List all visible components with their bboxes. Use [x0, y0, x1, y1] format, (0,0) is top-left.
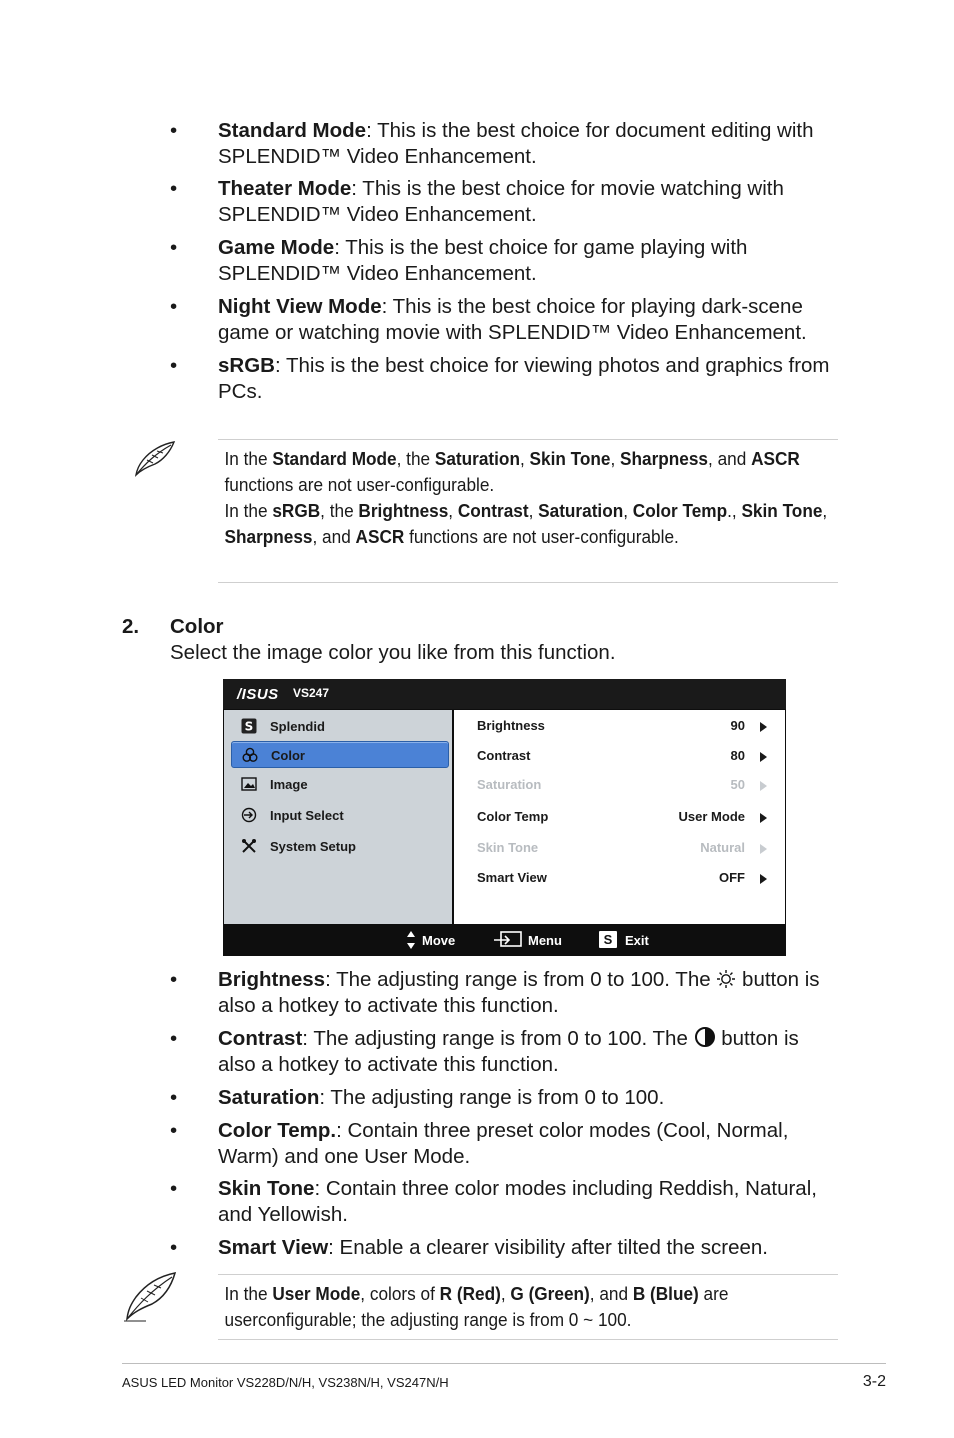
mode-description: : This is the best choice for movie watching with SPLENDID™ Video Enhancement.	[218, 177, 784, 226]
option-brightness[interactable]	[477, 718, 767, 738]
option-value: Natural	[700, 840, 745, 855]
note-text: ,	[528, 500, 539, 521]
note-term: Standard Mode	[272, 448, 397, 469]
arrow-right-icon	[760, 874, 767, 884]
menu-item-color[interactable]	[231, 741, 449, 768]
system-setup-icon	[241, 838, 257, 854]
note-term: Skin Tone	[529, 448, 611, 469]
note-box-modes	[218, 439, 838, 583]
mode-description: : This is the best choice for game playing with SPLENDID™ Video Enhancement.	[218, 236, 748, 285]
option-label: Color Temp	[477, 809, 549, 824]
note-text: ,	[822, 500, 828, 521]
note-text: functions are not user-configurable.	[224, 474, 495, 495]
item-description: : The adjusting range is from 0 to 100. The	[325, 968, 717, 991]
menu-label: Color	[271, 748, 305, 763]
note-term: Brightness	[358, 500, 449, 521]
osd-footer	[223, 925, 786, 956]
option-saturation	[477, 777, 767, 797]
note-text: are userconfigurable; the adjusting range is from 0 ~ 100.	[224, 1283, 729, 1330]
color-item-color-temp	[170, 1118, 840, 1170]
color-item-saturation	[170, 1085, 840, 1111]
mode-term: Standard Mode	[218, 119, 367, 142]
osd-model-name: VS247	[293, 686, 330, 700]
item-term: Color Temp.	[218, 1119, 337, 1142]
splendid-mode-list	[170, 118, 840, 405]
arrow-right-icon	[760, 781, 767, 791]
osd-submenu	[454, 710, 785, 924]
asus-logo: /ISUS	[237, 686, 279, 703]
menu-item-splendid[interactable]	[231, 713, 447, 739]
menu-label: Input Select	[270, 808, 344, 823]
footer-product-name: ASUS LED Monitor VS228D/N/H, VS238N/H, VS247N/H	[122, 1375, 449, 1390]
svg-text:S: S	[244, 719, 254, 734]
footer-move-label: Move	[422, 933, 456, 948]
color-item-contrast	[170, 1026, 840, 1078]
note-text: In the	[224, 500, 273, 521]
note-term: Saturation	[538, 500, 624, 521]
item-term: Contrast	[218, 1027, 303, 1050]
item-term: Smart View	[218, 1236, 329, 1259]
color-palette-icon	[242, 747, 258, 763]
option-label: Contrast	[477, 748, 531, 763]
arrow-right-icon	[760, 722, 767, 732]
option-value: User Mode	[678, 809, 745, 824]
contrast-icon	[694, 1026, 716, 1048]
footer-menu-label: Menu	[528, 933, 562, 948]
note-term: G (Green)	[510, 1283, 590, 1304]
section-title: Color	[170, 615, 224, 638]
menu-item-input-select[interactable]	[231, 802, 447, 828]
splendid-s-icon	[241, 718, 257, 734]
mode-term: Game Mode	[218, 236, 335, 259]
note-box-user-mode	[218, 1274, 838, 1340]
option-value: 80	[730, 748, 745, 763]
mode-description: : This is the best choice for playing dark-scene game or watching movie with SPLENDID™ Video Enhancement.	[218, 295, 807, 344]
mode-item-game	[170, 235, 840, 287]
option-value: 90	[730, 718, 745, 733]
up-down-arrows-icon	[406, 930, 416, 950]
exit-s-key-icon: S	[599, 931, 617, 948]
osd-header	[223, 679, 786, 709]
option-value: OFF	[719, 870, 745, 885]
color-function-list	[170, 967, 840, 1261]
note-text: , and	[312, 526, 356, 547]
section-number: 2.	[122, 615, 140, 638]
item-description: button is also a hotkey to activate this function.	[218, 1027, 799, 1076]
option-label: Smart View	[477, 870, 547, 885]
note-text: , and	[708, 448, 752, 469]
menu-label: System Setup	[270, 839, 356, 854]
note-term: Color Temp	[632, 500, 728, 521]
note-term: Sharpness	[224, 526, 313, 547]
item-description: : Contain three color modes including Reddish, Natural, and Yellowish.	[218, 1177, 817, 1226]
note-term: ASCR	[751, 448, 800, 469]
item-description: : Enable a clearer visibility after tilted the screen.	[328, 1236, 768, 1259]
note-text: , the	[320, 500, 359, 521]
note-text: ,	[448, 500, 458, 521]
note-feather-icon	[122, 1271, 178, 1323]
menu-item-image[interactable]	[231, 771, 447, 797]
note-text: .,	[727, 500, 742, 521]
mode-item-srgb	[170, 353, 840, 405]
note-term: Sharpness	[620, 448, 709, 469]
option-skin-tone	[477, 840, 767, 860]
note-text: functions are not user-configurable.	[404, 526, 679, 547]
item-term: Skin Tone	[218, 1177, 315, 1200]
image-icon	[241, 776, 257, 792]
mode-item-night-view	[170, 294, 840, 346]
note-term: ASCR	[355, 526, 405, 547]
sun-icon	[716, 969, 736, 989]
option-color-temp[interactable]	[477, 809, 767, 829]
option-label: Skin Tone	[477, 840, 539, 855]
note-text: ,	[519, 448, 530, 469]
arrow-right-icon	[760, 844, 767, 854]
note-feather-icon	[133, 440, 177, 478]
menu-item-system-setup[interactable]	[231, 833, 447, 859]
note-term: B (Blue)	[632, 1283, 699, 1304]
color-item-skin-tone	[170, 1176, 840, 1228]
note-term: Contrast	[457, 500, 529, 521]
note-term: R (Red)	[439, 1283, 501, 1304]
item-description: button is also a hotkey to activate this function.	[218, 968, 820, 1017]
note-term: sRGB	[272, 500, 321, 521]
footer-divider	[122, 1363, 886, 1364]
note-text: , the	[396, 448, 435, 469]
note-term: User Mode	[272, 1283, 361, 1304]
note-text: , and	[589, 1283, 633, 1304]
mode-term: Night View Mode	[218, 295, 382, 318]
option-value: 50	[730, 777, 745, 792]
item-term: Saturation	[218, 1086, 320, 1109]
note-term: Skin Tone	[741, 500, 823, 521]
item-description: : Contain three preset color modes (Cool, Normal, Warm) and one User Mode.	[218, 1119, 789, 1168]
option-label: Saturation	[477, 777, 542, 792]
color-item-smart-view	[170, 1235, 840, 1261]
note-text: In the	[224, 1283, 273, 1304]
item-description: : The adjusting range is from 0 to 100.	[319, 1086, 665, 1109]
note-paragraph	[225, 446, 838, 498]
note-term: Saturation	[434, 448, 520, 469]
menu-label: Image	[270, 777, 308, 792]
note-text: In the	[224, 448, 273, 469]
mode-item-standard	[170, 118, 840, 170]
page-number: 3-2	[862, 1373, 886, 1390]
item-term: Brightness	[218, 968, 326, 991]
note-text: , colors of	[360, 1283, 440, 1304]
option-label: Brightness	[477, 718, 545, 733]
footer-exit-label: Exit	[625, 933, 649, 948]
osd-main-menu	[224, 710, 452, 924]
arrow-right-icon	[760, 813, 767, 823]
note-text: ,	[500, 1283, 511, 1304]
color-item-brightness	[170, 967, 840, 1019]
mode-description: : This is the best choice for document editing with SPLENDID™ Video Enhancement.	[218, 119, 814, 168]
mode-term: sRGB	[218, 354, 275, 377]
option-smart-view[interactable]	[477, 870, 767, 890]
section-description: Select the image color you like from this function.	[170, 641, 616, 664]
note-text: ,	[623, 500, 633, 521]
mode-description: : This is the best choice for viewing photos and graphics from PCs.	[218, 354, 830, 403]
mode-item-theater	[170, 176, 840, 228]
arrow-right-icon	[760, 752, 767, 762]
mode-term: Theater Mode	[218, 177, 352, 200]
note-paragraph	[225, 498, 838, 550]
option-contrast[interactable]	[477, 748, 767, 768]
note-text: ,	[610, 448, 621, 469]
menu-label: Splendid	[270, 719, 325, 734]
item-description: : The adjusting range is from 0 to 100. The	[302, 1027, 694, 1050]
osd-menu-screenshot	[223, 679, 786, 956]
menu-enter-icon	[493, 931, 523, 949]
input-select-icon	[241, 807, 257, 823]
